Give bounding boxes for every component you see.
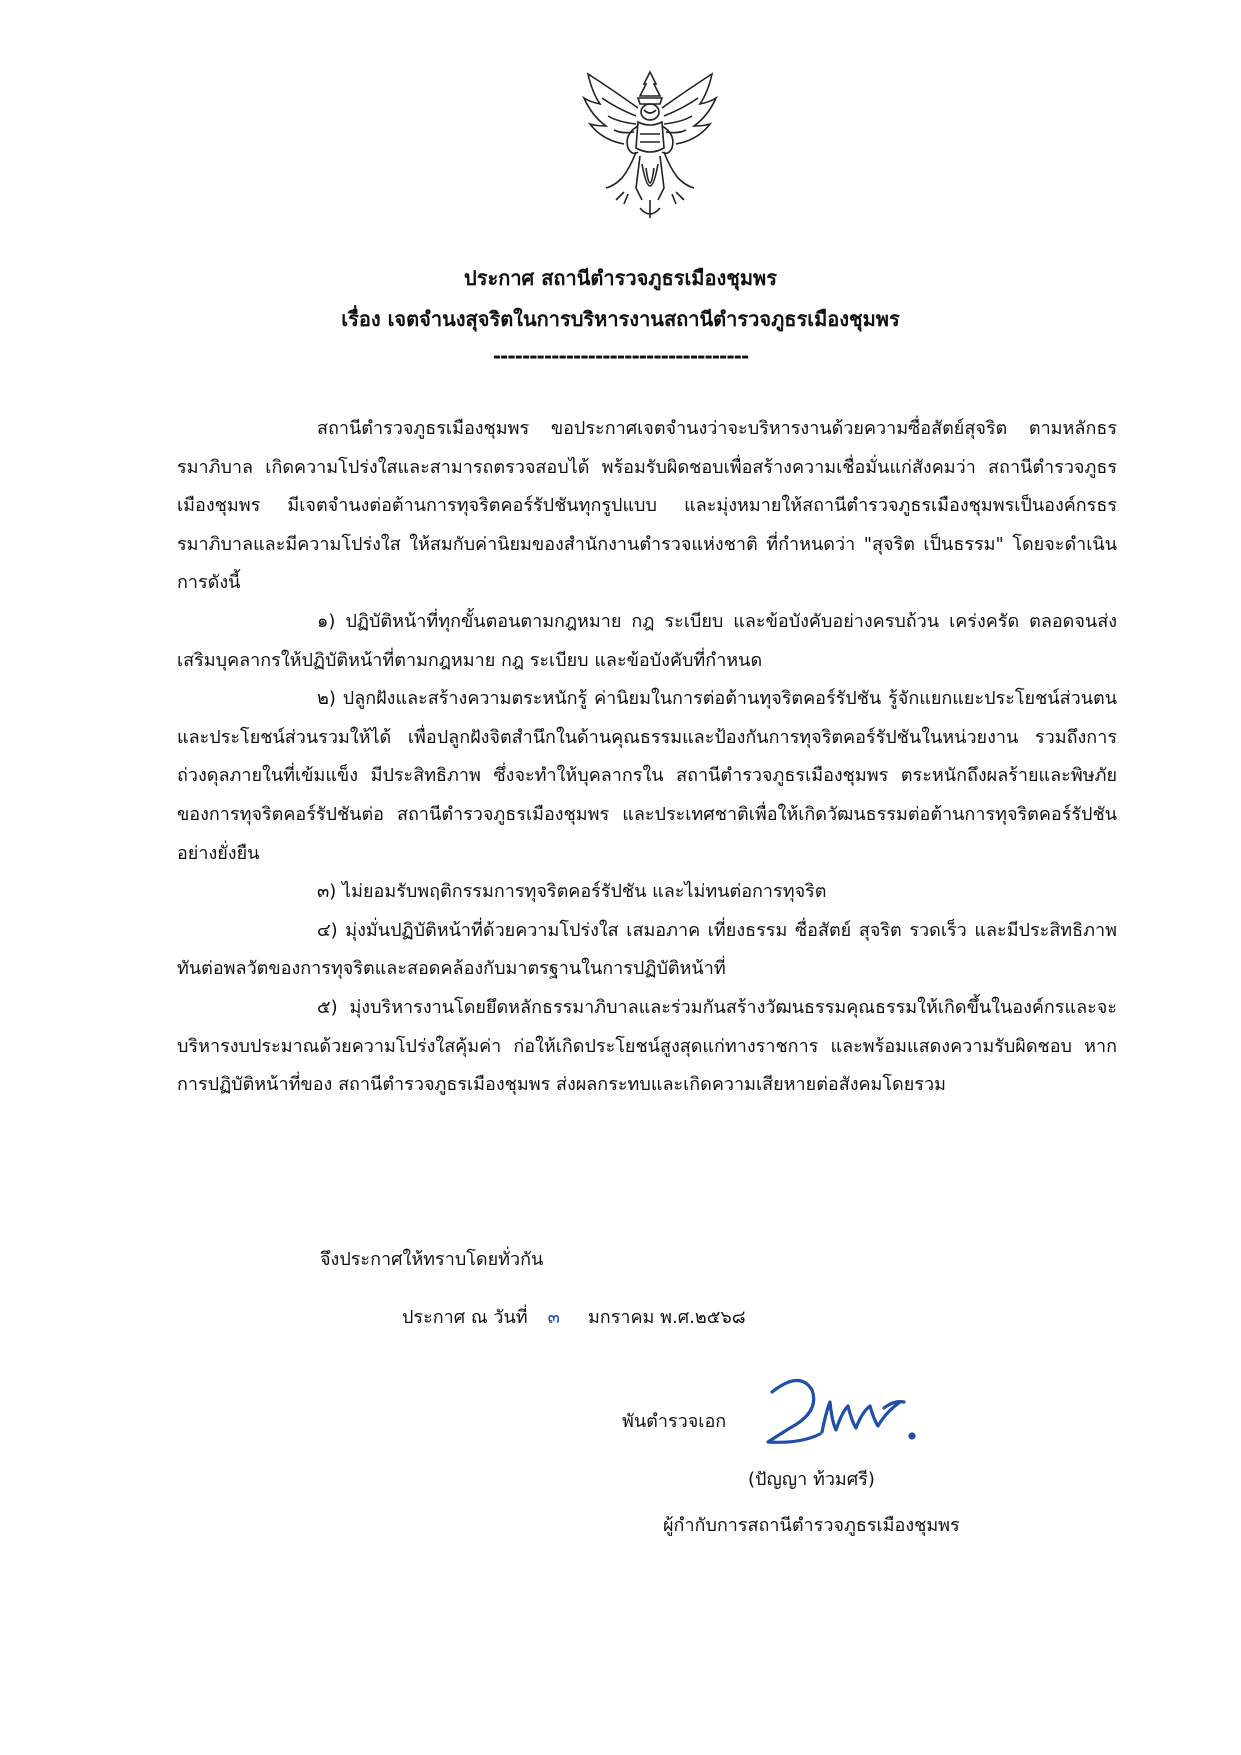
garuda-emblem-icon — [580, 68, 720, 223]
title-divider: ----------------------------------- — [492, 344, 749, 368]
signatory-rank: พันตำรวจเอก — [622, 1411, 727, 1432]
announcement-subject: เรื่อง เจตจำนงสุจริตในการบริหารงานสถานีตำรวจภูธรเมืองชุมพร — [341, 307, 900, 331]
date-day: ๓ — [547, 1307, 560, 1328]
clause-2: ๒) ปลูกฝังและสร้างความตระหนักรู้ ค่านิยมในการต่อต้านทุจริตคอร์รัปชัน รู้จักแยกแยะประโยชน์ส่วนตนและประโยชน์ส่วนรวมให้ได้ เพื่อปลูกฝังจิตสำนึกในด้านคุณธรรมและป้องกันการทุจริตคอร์รัปชันในหน่วยงาน รวมถึงการถ่วงดุลภายในที่เข้มแข็ง มีประสิทธิภาพ ซึ่งจะทำให้บุคลากรใน สถานีตำรวจภูธรเมืองชุมพร ตระหนักถึงผลร้ายและพิษภัยของการทุจริตคอร์รัปชันต่อ สถานีตำรวจภูธรเมืองชุมพร และประเทศชาติเพื่อให้เกิดวัฒนธรรมต่อต้านการทุจริตคอร์รัปชันอย่างยั่งยืน — [177, 688, 1117, 864]
closing-statement: จึงประกาศให้ทราบโดยทั่วกัน — [320, 1249, 544, 1270]
clause-1: ๑) ปฏิบัติหน้าที่ทุกขั้นตอนตามกฎหมาย กฎ ระเบียบ และข้อบังคับอย่างครบถ้วน เคร่งครัด ตลอดจนส่งเสริมบุคลากรให้ปฏิบัติหน้าที่ตามกฎหมาย กฎ ระเบียบ และข้อบังคับที่กำหนด — [177, 610, 1117, 671]
signatory-position: ผู้กำกับการสถานีตำรวจภูธรเมืองชุมพร — [663, 1515, 960, 1536]
intro-paragraph: สถานีตำรวจภูธรเมืองชุมพร ขอประกาศเจตจำนงว่าจะบริหารงานด้วยความซื่อสัตย์สุจริต ตามหลักธรรมาภิบาล เกิดความโปร่งใสและสามารถตรวจสอบได้ พร้อมรับผิดชอบเพื่อสร้างความเชื่อมั่นแก่สังคมว่า สถานีตำรวจภูธรเมืองชุมพร มีเจตจำนงต่อต้านการทุจริตคอร์รัปชันทุกรูปแบบ และมุ่งหมายให้สถานีตำรวจภูธรเมืองชุมพรเป็นองค์กรธรรมาภิบาลและมีความโปร่งใส ให้สมกับค่านิยมของสำนักงานตำรวจแห่งชาติ ที่กำหนดว่า "สุจริต เป็นธรรม" โดยจะดำเนินการดังนี้ — [177, 418, 1117, 594]
announcement-title: ประกาศ สถานีตำรวจภูธรเมืองชุมพร — [464, 266, 777, 290]
date-month-year: มกราคม พ.ศ.๒๕๖๘ — [587, 1307, 746, 1328]
handwritten-signature — [760, 1372, 920, 1452]
announcement-body — [177, 410, 1117, 1105]
signatory-name: (ปัญญา ท้วมศรี) — [748, 1469, 875, 1490]
clause-4: ๔) มุ่งมั่นปฏิบัติหน้าที่ด้วยความโปร่งใส เสมอภาค เที่ยงธรรม ซื่อสัตย์ สุจริต รวดเร็ว และมีประสิทธิภาพ ทันต่อพลวัตของการทุจริตและสอดคล้องกับมาตรฐานในการปฏิบัติหน้าที่ — [177, 919, 1117, 980]
clause-5: ๕) มุ่งบริหารงานโดยยึดหลักธรรมาภิบาลและร่วมกันสร้างวัฒนธรรมคุณธรรมให้เกิดขึ้นในองค์กรและจะบริหารงบประมาณด้วยความโปร่งใสคุ้มค่า ก่อให้เกิดประโยชน์สูงสุดแก่ทางราชการ และพร้อมแสดงความรับผิดชอบ หากการปฏิบัติหน้าที่ของ สถานีตำรวจภูธรเมืองชุมพร ส่งผลกระทบและเกิดความเสียหายต่อสังคมโดยรวม — [177, 996, 1117, 1096]
clause-3: ๓) ไม่ยอมรับพฤติกรรมการทุจริตคอร์รัปชัน และไม่ทนต่อการทุจริต — [317, 881, 827, 903]
date-prefix: ประกาศ ณ วันที่ — [402, 1307, 528, 1328]
announcement-date — [402, 1302, 746, 1331]
